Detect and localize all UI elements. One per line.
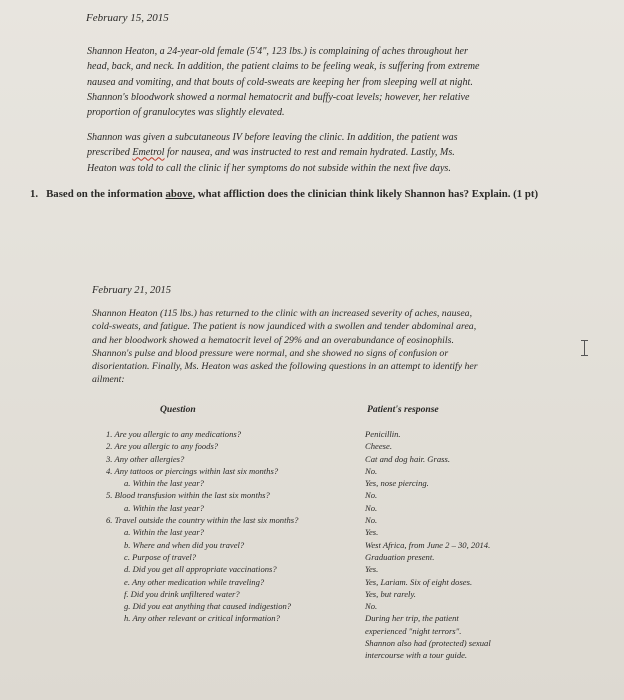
question-text: Based on the information bbox=[46, 188, 166, 200]
list-item: No. bbox=[365, 465, 378, 476]
list-item: 4. Any tattoos or piercings within last six months? bbox=[106, 465, 279, 476]
text-line bbox=[87, 145, 458, 160]
list-item: experienced "night terrors". bbox=[365, 625, 462, 636]
list-item: No. bbox=[365, 515, 378, 526]
text-line: nausea and vomiting, and that bouts of cold-sweats are keeping her from sleeping well at night. bbox=[87, 76, 473, 88]
list-item: During her trip, the patient bbox=[365, 613, 459, 624]
list-item: 3. Any other allergies? bbox=[106, 453, 185, 464]
list-item: No. bbox=[365, 490, 378, 501]
list-item: a. Within the last year? bbox=[124, 502, 204, 513]
list-item: 5. Blood transfusion within the last six months? bbox=[106, 490, 270, 501]
text-line: head, back, and neck. In addition, the patient claims to be feeling weak, is suffering from extreme bbox=[87, 61, 480, 73]
list-item: Cheese. bbox=[365, 441, 392, 452]
entry-date-1: February 15, 2015 bbox=[86, 12, 169, 24]
list-item: Yes, Lariam. Six of eight doses. bbox=[365, 576, 473, 587]
list-item: b. Where and when did you travel? bbox=[124, 539, 245, 550]
text-line: and her bloodwork showed a hematocrit level of 29% and an overabundance of eosinophils. bbox=[92, 334, 454, 346]
list-item: Penicillin. bbox=[365, 429, 401, 439]
text-line: disorientation. Finally, Ms. Heaton was asked the following questions in an attempt to identify her bbox=[92, 361, 478, 373]
list-item: No. bbox=[365, 502, 378, 513]
list-item: f. Did you drink unfiltered water? bbox=[124, 588, 240, 599]
text-line: Shannon's bloodwork showed a normal hematocrit and buffy-coat levels; however, her relative bbox=[87, 91, 470, 103]
entry-date-2: February 21, 2015 bbox=[92, 285, 172, 296]
question-list bbox=[106, 428, 298, 625]
text-line: Heaton was told to call the clinic if her symptoms do not subside within the next five days. bbox=[87, 162, 451, 174]
list-item: Cat and dog hair. Grass. bbox=[365, 453, 450, 464]
list-item: d. Did you get all appropriate vaccinations? bbox=[124, 564, 277, 575]
list-item: intercourse with a tour guide. bbox=[365, 650, 468, 661]
list-item: Yes, nose piercing. bbox=[365, 478, 429, 489]
list-item: Yes, but rarely. bbox=[365, 588, 416, 599]
text-line: cold-sweats, and fatigue. The patient is now jaundiced with a swollen and tender abdominal area, bbox=[92, 321, 477, 333]
text-line: Shannon's pulse and blood pressure were normal, and she showed no signs of confusion or bbox=[92, 347, 449, 359]
list-item: Yes. bbox=[365, 527, 379, 538]
text-cursor-icon bbox=[584, 340, 585, 356]
case-paragraph-3 bbox=[92, 307, 478, 387]
list-item: Shannon also had (protected) sexual bbox=[365, 638, 491, 649]
question-text: , what affliction does the clinician think likely Shannon has? Explain. (1 pt) bbox=[192, 188, 539, 200]
list-item: a. Within the last year? bbox=[124, 478, 204, 489]
list-item: g. Did you eat anything that caused indigestion? bbox=[124, 601, 292, 612]
table-header-question: Question bbox=[160, 404, 196, 415]
text-line: proportion of granulocytes was slightly elevated. bbox=[87, 107, 285, 119]
list-item: h. Any other relevant or critical information? bbox=[124, 613, 280, 624]
text-line: Shannon Heaton (115 lbs.) has returned to the clinic with an increased severity of aches, nausea, bbox=[92, 308, 473, 319]
text-fragment: for nausea, and was instructed to rest and remain hydrated. Lastly, Ms. bbox=[164, 147, 455, 159]
table-header-response: Patient's response bbox=[367, 404, 439, 415]
question-1 bbox=[30, 188, 538, 200]
question-number: 1. bbox=[30, 188, 39, 200]
list-item: West Africa, from June 2 – 30, 2014. bbox=[365, 539, 491, 550]
list-item: No. bbox=[365, 601, 378, 612]
question-underlined: above bbox=[165, 188, 193, 200]
misspelled-drug-name[interactable]: Emetrol bbox=[132, 147, 165, 159]
text-line: ailment: bbox=[92, 374, 125, 386]
list-item: Graduation present. bbox=[365, 551, 435, 562]
list-item: a. Within the last year? bbox=[124, 527, 204, 538]
list-item: 2. Are you allergic to any foods? bbox=[106, 441, 219, 452]
list-item: c. Purpose of travel? bbox=[124, 551, 197, 562]
case-paragraph-2 bbox=[87, 130, 458, 176]
list-item: e. Any other medication while traveling? bbox=[124, 576, 265, 587]
list-item: Yes. bbox=[365, 564, 379, 575]
list-item: 1. Are you allergic to any medications? bbox=[106, 429, 242, 439]
text-line: Shannon was given a subcutaneous IV before leaving the clinic. In addition, the patient was bbox=[87, 132, 458, 143]
text-line: Shannon Heaton, a 24-year-old female (5'4", 123 lbs.) is complaining of aches throughout her bbox=[87, 46, 468, 57]
text-fragment: prescribed bbox=[87, 147, 133, 159]
case-paragraph-1 bbox=[87, 44, 480, 120]
list-item: 6. Travel outside the country within the last six months? bbox=[106, 515, 299, 526]
response-list bbox=[365, 428, 491, 662]
